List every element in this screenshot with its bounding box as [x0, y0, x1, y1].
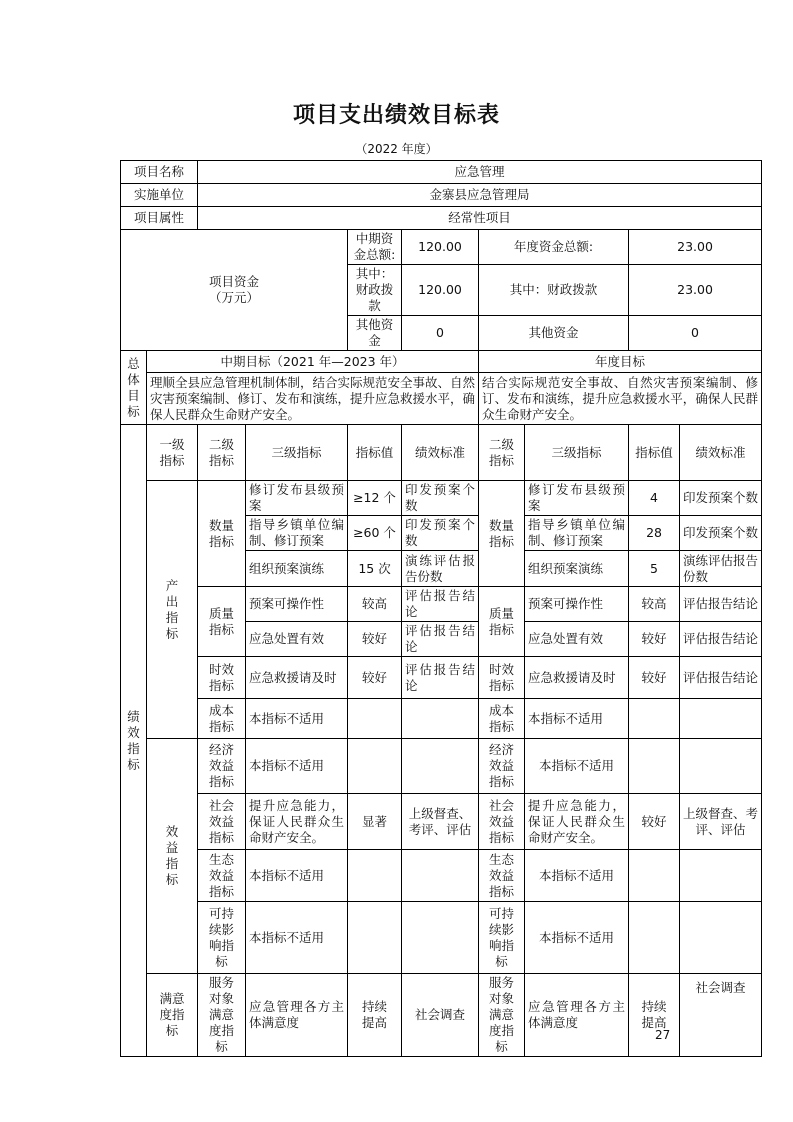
year-other-value: 0	[629, 316, 762, 351]
year-eco-name: 本指标不适用	[525, 739, 629, 794]
year-q3-standard: 演练评估报告份数	[680, 551, 762, 587]
mid-sat-standard: 社会调查	[402, 974, 479, 1057]
mid-fiscal-value: 120.00	[402, 265, 479, 316]
mid-eco-standard	[402, 739, 479, 794]
year-total-label: 年度资金总额:	[479, 230, 629, 265]
economic-indicator-label-year: 经济 效益 指标	[479, 739, 525, 794]
project-attribute-label: 项目属性	[121, 207, 198, 230]
year-soc-standard: 上级督查、考评、评估	[680, 794, 762, 850]
page-title: 项目支出绩效目标表	[292, 103, 500, 128]
mid-q3-standard: 演练评估报告份数	[402, 551, 479, 587]
year-ql2-value: 较好	[629, 622, 680, 657]
year-sat-value: 持续 提高	[629, 974, 680, 1057]
year-env-name: 本指标不适用	[525, 850, 629, 902]
header-level2-year: 二级 指标	[479, 425, 525, 481]
quality-indicator-label: 质量 指标	[198, 587, 246, 657]
project-attribute-value: 经常性项目	[198, 207, 762, 230]
cost-indicator-label: 成本 指标	[198, 699, 246, 739]
year-cost-standard	[680, 699, 762, 739]
ecological-indicator-label-year: 生态 效益 指标	[479, 850, 525, 902]
quantity-indicator-label: 数量 指标	[198, 481, 246, 587]
header-level3-year: 三级指标	[525, 425, 629, 481]
performance-indicator-label: 绩 效 指 标	[121, 425, 147, 1057]
quality-indicator-label-year: 质量 指标	[479, 587, 525, 657]
year-q2-name: 指导乡镇单位编制、修订预案	[525, 516, 629, 551]
service-satisfaction-label: 服务 对象 满意 度指 标	[198, 974, 246, 1057]
year-q2-value: 28	[629, 516, 680, 551]
mid-soc-name: 提升应急能力，保证人民群众生命财产安全。	[246, 794, 348, 850]
mid-t1-standard: 评估报告结论	[402, 657, 479, 699]
year-sat-name: 应急管理各方主体满意度	[525, 974, 629, 1057]
year-total-value: 23.00	[629, 230, 762, 265]
economic-indicator-label: 经济 效益 指标	[198, 739, 246, 794]
mid-soc-standard: 上级督查、考评、评估	[402, 794, 479, 850]
year-label: （2022 年度）	[355, 142, 438, 156]
year-goal-header: 年度目标	[479, 351, 762, 373]
cost-indicator-label-year: 成本 指标	[479, 699, 525, 739]
year-ql1-name: 预案可操作性	[525, 587, 629, 622]
year-sus-name: 本指标不适用	[525, 902, 629, 974]
mid-goal-header: 中期目标（2021 年—2023 年）	[147, 351, 479, 373]
quantity-indicator-label-year: 数量 指标	[479, 481, 525, 587]
year-q1-value: 4	[629, 481, 680, 516]
project-funds-label: 项目资金 （万元）	[121, 230, 348, 351]
mid-ql2-standard: 评估报告结论	[402, 622, 479, 657]
mid-ql2-value: 较好	[348, 622, 402, 657]
mid-env-standard	[402, 850, 479, 902]
mid-fiscal-label: 其中：财政拨款	[348, 265, 402, 316]
year-q1-standard: 印发预案个数	[680, 481, 762, 516]
mid-total-value: 120.00	[402, 230, 479, 265]
mid-ql2-name: 应急处置有效	[246, 622, 348, 657]
year-cost-name: 本指标不适用	[525, 699, 629, 739]
mid-t1-value: 较好	[348, 657, 402, 699]
mid-sat-name: 应急管理各方主体满意度	[246, 974, 348, 1057]
year-goal-text: 结合实际规范安全事故、自然灾害预案编制、修订、发布和演练，提升应急救援水平，确保人民群众生命财产安全。	[479, 373, 762, 425]
implementing-unit-value: 金寨县应急管理局	[198, 184, 762, 207]
mid-cost-name: 本指标不适用	[246, 699, 348, 739]
mid-q3-value: 15 次	[348, 551, 402, 587]
year-ql1-standard: 评估报告结论	[680, 587, 762, 622]
sustainable-indicator-label-year: 可持 续影 响指 标	[479, 902, 525, 974]
year-t1-standard: 评估报告结论	[680, 657, 762, 699]
year-eco-value	[629, 739, 680, 794]
benefit-indicator-label: 效 益 指 标	[147, 739, 198, 974]
year-t1-name: 应急救援请及时	[525, 657, 629, 699]
mid-other-label: 其他资金	[348, 316, 402, 351]
year-soc-value: 较好	[629, 794, 680, 850]
mid-soc-value: 显著	[348, 794, 402, 850]
mid-goal-text: 理顺全县应急管理机制体制，结合实际规范安全事故、自然灾害预案编制、修订、发布和演练，提升应急救援水平，确保人民群众生命财产安全。	[147, 373, 479, 425]
header-standard-year: 绩效标准	[680, 425, 762, 481]
mid-q1-standard: 印发预案个数	[402, 481, 479, 516]
mid-sus-value	[348, 902, 402, 974]
year-env-value	[629, 850, 680, 902]
page-number: 27	[655, 1028, 671, 1042]
output-indicator-label: 产 出 指 标	[147, 481, 198, 739]
year-q1-name: 修订发布县级预案	[525, 481, 629, 516]
mid-eco-name: 本指标不适用	[246, 739, 348, 794]
mid-q3-name: 组织预案演练	[246, 551, 348, 587]
year-cost-value	[629, 699, 680, 739]
mid-ql1-name: 预案可操作性	[246, 587, 348, 622]
year-t1-value: 较好	[629, 657, 680, 699]
header-level1: 一级 指标	[147, 425, 198, 481]
mid-cost-value	[348, 699, 402, 739]
timeliness-indicator-label: 时效 指标	[198, 657, 246, 699]
sustainable-indicator-label: 可持 续影 响指 标	[198, 902, 246, 974]
year-soc-name: 提升应急能力，保证人民群众生命财产安全。	[525, 794, 629, 850]
social-indicator-label: 社会 效益 指标	[198, 794, 246, 850]
mid-q2-standard: 印发预案个数	[402, 516, 479, 551]
year-sus-value	[629, 902, 680, 974]
project-name-value: 应急管理	[198, 161, 762, 184]
year-env-standard	[680, 850, 762, 902]
mid-total-label: 中期资金总额:	[348, 230, 402, 265]
ecological-indicator-label: 生态 效益 指标	[198, 850, 246, 902]
year-q3-name: 组织预案演练	[525, 551, 629, 587]
year-sat-standard: 社会调查	[680, 974, 762, 1057]
year-q2-standard: 印发预案个数	[680, 516, 762, 551]
mid-q2-value: ≥60 个	[348, 516, 402, 551]
overall-goal-label: 总 体 目 标	[121, 351, 147, 425]
mid-sus-standard	[402, 902, 479, 974]
mid-env-name: 本指标不适用	[246, 850, 348, 902]
header-value-year: 指标值	[629, 425, 680, 481]
header-level3: 三级指标	[246, 425, 348, 481]
year-ql2-name: 应急处置有效	[525, 622, 629, 657]
mid-q1-name: 修订发布县级预案	[246, 481, 348, 516]
satisfaction-indicator-label: 满意 度指 标	[147, 974, 198, 1057]
mid-q1-value: ≥12 个	[348, 481, 402, 516]
service-satisfaction-label-year: 服务 对象 满意 度指 标	[479, 974, 525, 1057]
mid-sus-name: 本指标不适用	[246, 902, 348, 974]
year-sus-standard	[680, 902, 762, 974]
mid-eco-value	[348, 739, 402, 794]
year-other-label: 其他资金	[479, 316, 629, 351]
year-eco-standard	[680, 739, 762, 794]
social-indicator-label-year: 社会 效益 指标	[479, 794, 525, 850]
project-name-label: 项目名称	[121, 161, 198, 184]
year-ql2-standard: 评估报告结论	[680, 622, 762, 657]
year-ql1-value: 较高	[629, 587, 680, 622]
implementing-unit-label: 实施单位	[121, 184, 198, 207]
header-value: 指标值	[348, 425, 402, 481]
mid-env-value	[348, 850, 402, 902]
mid-ql1-standard: 评估报告结论	[402, 587, 479, 622]
year-fiscal-label: 其中：财政拨款	[479, 265, 629, 316]
mid-q2-name: 指导乡镇单位编制、修订预案	[246, 516, 348, 551]
mid-sat-value: 持续 提高	[348, 974, 402, 1057]
year-fiscal-value: 23.00	[629, 265, 762, 316]
mid-other-value: 0	[402, 316, 479, 351]
timeliness-indicator-label-year: 时效 指标	[479, 657, 525, 699]
header-standard: 绩效标准	[402, 425, 479, 481]
mid-t1-name: 应急救援请及时	[246, 657, 348, 699]
header-level2: 二级 指标	[198, 425, 246, 481]
year-q3-value: 5	[629, 551, 680, 587]
mid-cost-standard	[402, 699, 479, 739]
performance-table	[120, 160, 762, 1057]
mid-ql1-value: 较高	[348, 587, 402, 622]
